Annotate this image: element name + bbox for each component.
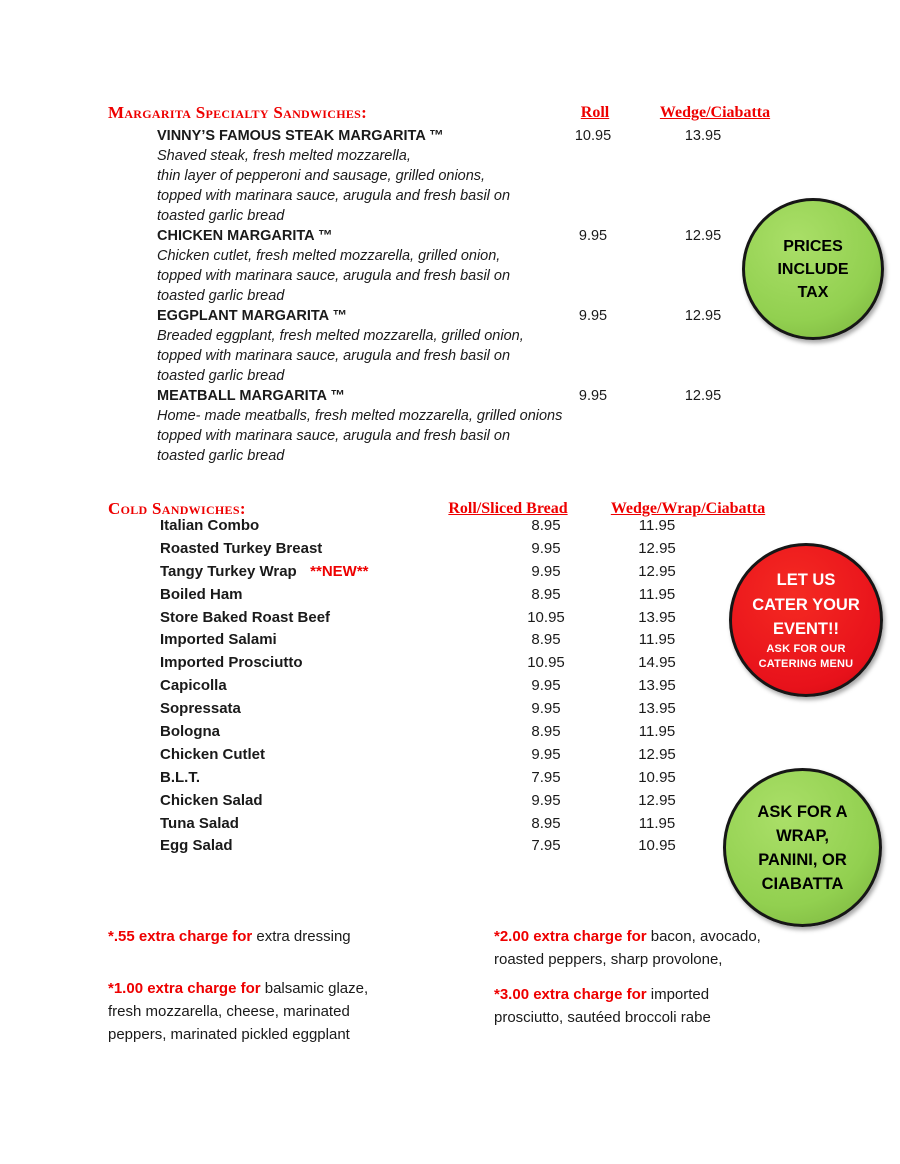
item-name: Egg Salad xyxy=(160,837,233,855)
item-new-tag: **NEW** xyxy=(310,562,369,580)
badge-line: WRAP, xyxy=(776,826,829,845)
item-description-line: toasted garlic bread xyxy=(157,448,285,464)
note-line xyxy=(108,978,418,1001)
note-line xyxy=(108,926,418,949)
menu-item-name-row xyxy=(108,226,808,246)
note-line xyxy=(494,949,804,972)
item-price-1: 9.95 xyxy=(531,539,561,557)
item-price-2: 11.95 xyxy=(638,631,676,649)
item-description-line: toasted garlic bread xyxy=(157,208,285,224)
item-price-1: 10.95 xyxy=(527,608,565,626)
roll-sliced-bread-column-header: Roll/Sliced Bread xyxy=(448,500,568,517)
badge-line: INCLUDE xyxy=(777,260,849,278)
item-description-line: toasted garlic bread xyxy=(157,288,285,304)
item-price-2: 10.95 xyxy=(638,837,676,855)
item-price-1: 9.95 xyxy=(531,791,561,809)
extra-charge-note-200 xyxy=(494,926,804,972)
cold-section-title: Cold Sandwiches: xyxy=(108,499,246,518)
item-price-2: 11.95 xyxy=(638,585,676,603)
item-name: MEATBALL MARGARITA ™ xyxy=(157,388,345,404)
item-description-line: Home- made meatballs, fresh melted mozzarella, grilled onions xyxy=(157,408,563,424)
menu-item-row xyxy=(108,835,808,858)
note-charge-label: *3.00 extra charge for xyxy=(494,986,647,1003)
item-description-line: Breaded eggplant, fresh melted mozzarella, grilled onion, xyxy=(157,328,524,344)
item-name: Imported Prosciutto xyxy=(160,654,303,672)
menu-item-row xyxy=(108,813,808,836)
item-price-2: 12.95 xyxy=(638,562,676,580)
note-text: prosciutto, sautéed broccoli rabe xyxy=(494,1008,711,1026)
item-price-wedge: 12.95 xyxy=(684,388,722,404)
menu-item-row xyxy=(108,561,808,584)
item-name: Boiled Ham xyxy=(160,585,243,603)
item-description-line: topped with marinara sauce, arugula and fresh basil on xyxy=(157,428,511,444)
extra-charge-note-55 xyxy=(108,926,418,949)
menu-item-row xyxy=(108,767,808,790)
item-name: Store Baked Roast Beef xyxy=(160,608,331,626)
item-price-1: 8.95 xyxy=(531,723,561,741)
note-text: bacon, avocado, xyxy=(646,928,761,945)
menu-item xyxy=(108,226,808,306)
menu-item-name-row xyxy=(108,386,808,406)
item-name: Roasted Turkey Breast xyxy=(160,539,323,557)
note-charge-label: *.55 extra charge for xyxy=(108,928,253,945)
item-price-1: 9.95 xyxy=(531,700,561,718)
extra-charge-note-300 xyxy=(494,984,804,1030)
item-description-line: topped with marinara sauce, arugula and fresh basil on xyxy=(157,188,511,204)
item-description-line: toasted garlic bread xyxy=(157,368,285,384)
item-price-1: 10.95 xyxy=(527,654,565,672)
item-price-2: 13.95 xyxy=(638,608,676,626)
item-name: B.L.T. xyxy=(160,768,200,786)
note-text: fresh mozzarella, cheese, marinated xyxy=(108,1002,350,1020)
item-price-roll: 9.95 xyxy=(578,308,608,324)
menu-item-row xyxy=(108,790,808,813)
item-price-2: 11.95 xyxy=(638,814,676,832)
catering-promo-badge xyxy=(729,543,883,697)
note-line xyxy=(108,1001,418,1024)
note-text: peppers, marinated pickled eggplant xyxy=(108,1025,350,1043)
item-price-roll: 10.95 xyxy=(574,128,612,144)
item-name: CHICKEN MARGARITA ™ xyxy=(157,228,333,244)
item-price-wedge: 13.95 xyxy=(684,128,722,144)
item-name: Capicolla xyxy=(160,677,227,695)
margarita-items xyxy=(108,126,808,466)
menu-item-row xyxy=(108,698,808,721)
cold-sandwich-list xyxy=(108,515,808,858)
item-price-1: 8.95 xyxy=(531,585,561,603)
menu-item-row xyxy=(108,584,808,607)
item-price-wedge: 12.95 xyxy=(684,308,722,324)
menu-item xyxy=(108,126,808,226)
extra-charge-note-100 xyxy=(108,978,418,1046)
item-description-line: Shaved steak, fresh melted mozzarella, xyxy=(157,148,411,164)
item-price-2: 11.95 xyxy=(638,723,676,741)
item-description-line: topped with marinara sauce, arugula and fresh basil on xyxy=(157,268,511,284)
note-text: balsamic glaze, xyxy=(260,980,369,997)
badge-line: PANINI, OR xyxy=(758,850,847,869)
item-price-roll: 9.95 xyxy=(578,228,608,244)
badge-line: CIABATTA xyxy=(761,874,844,893)
item-description-line: Chicken cutlet, fresh melted mozzarella, grilled onion, xyxy=(157,248,501,264)
menu-item xyxy=(108,306,808,386)
item-price-2: 13.95 xyxy=(638,677,676,695)
note-text: imported xyxy=(646,986,710,1003)
note-line xyxy=(108,1024,418,1047)
menu-item-row xyxy=(108,515,808,538)
menu-item-row xyxy=(108,675,808,698)
note-line xyxy=(494,984,804,1007)
menu-item-row xyxy=(108,607,808,630)
wedge-ciabatta-column-header: Wedge/Ciabatta xyxy=(659,104,771,121)
item-price-wedge: 12.95 xyxy=(684,228,722,244)
item-name: Chicken Salad xyxy=(160,791,263,809)
item-price-2: 11.95 xyxy=(638,517,676,534)
item-name: VINNY’S FAMOUS STEAK MARGARITA ™ xyxy=(157,128,444,144)
item-price-2: 13.95 xyxy=(638,700,676,718)
roll-column-header: Roll xyxy=(580,104,610,121)
menu-item-name-row xyxy=(108,126,808,146)
item-description-line: thin layer of pepperoni and sausage, grilled onions, xyxy=(157,168,486,184)
menu-item xyxy=(108,386,808,466)
menu-item-row xyxy=(108,721,808,744)
note-text: roasted peppers, sharp provolone, xyxy=(494,950,723,968)
menu-item-row xyxy=(108,538,808,561)
item-price-2: 12.95 xyxy=(638,791,676,809)
margarita-section-title: Margarita Specialty Sandwiches: xyxy=(108,103,368,122)
item-price-1: 8.95 xyxy=(531,517,561,534)
menu-item-row xyxy=(108,652,808,675)
menu-item-row xyxy=(108,629,808,652)
menu-item-row xyxy=(108,744,808,767)
menu-item-name-row xyxy=(108,306,808,326)
item-price-1: 7.95 xyxy=(531,768,561,786)
note-line xyxy=(494,1007,804,1030)
prices-include-tax-badge xyxy=(742,198,884,340)
badge-line: ASK FOR OUR xyxy=(766,642,846,655)
item-price-1: 9.95 xyxy=(531,745,561,763)
item-name: Tuna Salad xyxy=(160,814,239,832)
item-price-2: 10.95 xyxy=(638,768,676,786)
note-line xyxy=(494,926,804,949)
item-name: Imported Salami xyxy=(160,631,277,649)
badge-line: CATER YOUR xyxy=(752,595,860,614)
item-name: Italian Combo xyxy=(160,517,260,534)
item-price-1: 9.95 xyxy=(531,677,561,695)
item-price-2: 12.95 xyxy=(638,539,676,557)
item-price-1: 8.95 xyxy=(531,631,561,649)
badge-line: PRICES xyxy=(783,237,843,255)
item-name: Sopressata xyxy=(160,700,241,718)
item-price-1: 9.95 xyxy=(531,562,561,580)
item-name: Chicken Cutlet xyxy=(160,745,266,763)
item-name: Tangy Turkey Wrap xyxy=(160,562,297,580)
wrap-panini-ciabatta-badge xyxy=(723,768,882,927)
item-price-2: 14.95 xyxy=(638,654,676,672)
item-name: Bologna xyxy=(160,723,220,741)
item-price-1: 7.95 xyxy=(531,837,561,855)
badge-line: ASK FOR A xyxy=(757,802,848,821)
badge-line: CATERING MENU xyxy=(758,657,854,670)
note-text: extra dressing xyxy=(252,928,351,945)
badge-line: EVENT!! xyxy=(773,620,839,639)
item-price-2: 12.95 xyxy=(638,745,676,763)
item-price-roll: 9.95 xyxy=(578,388,608,404)
badge-line: TAX xyxy=(797,283,829,301)
item-description-line: topped with marinara sauce, arugula and fresh basil on xyxy=(157,348,511,364)
note-charge-label: *2.00 extra charge for xyxy=(494,928,647,945)
wedge-wrap-ciabatta-column-header: Wedge/Wrap/Ciabatta xyxy=(610,500,766,517)
item-price-1: 8.95 xyxy=(531,814,561,832)
note-charge-label: *1.00 extra charge for xyxy=(108,980,261,997)
item-name: EGGPLANT MARGARITA ™ xyxy=(157,308,348,324)
badge-line: LET US xyxy=(776,571,836,590)
